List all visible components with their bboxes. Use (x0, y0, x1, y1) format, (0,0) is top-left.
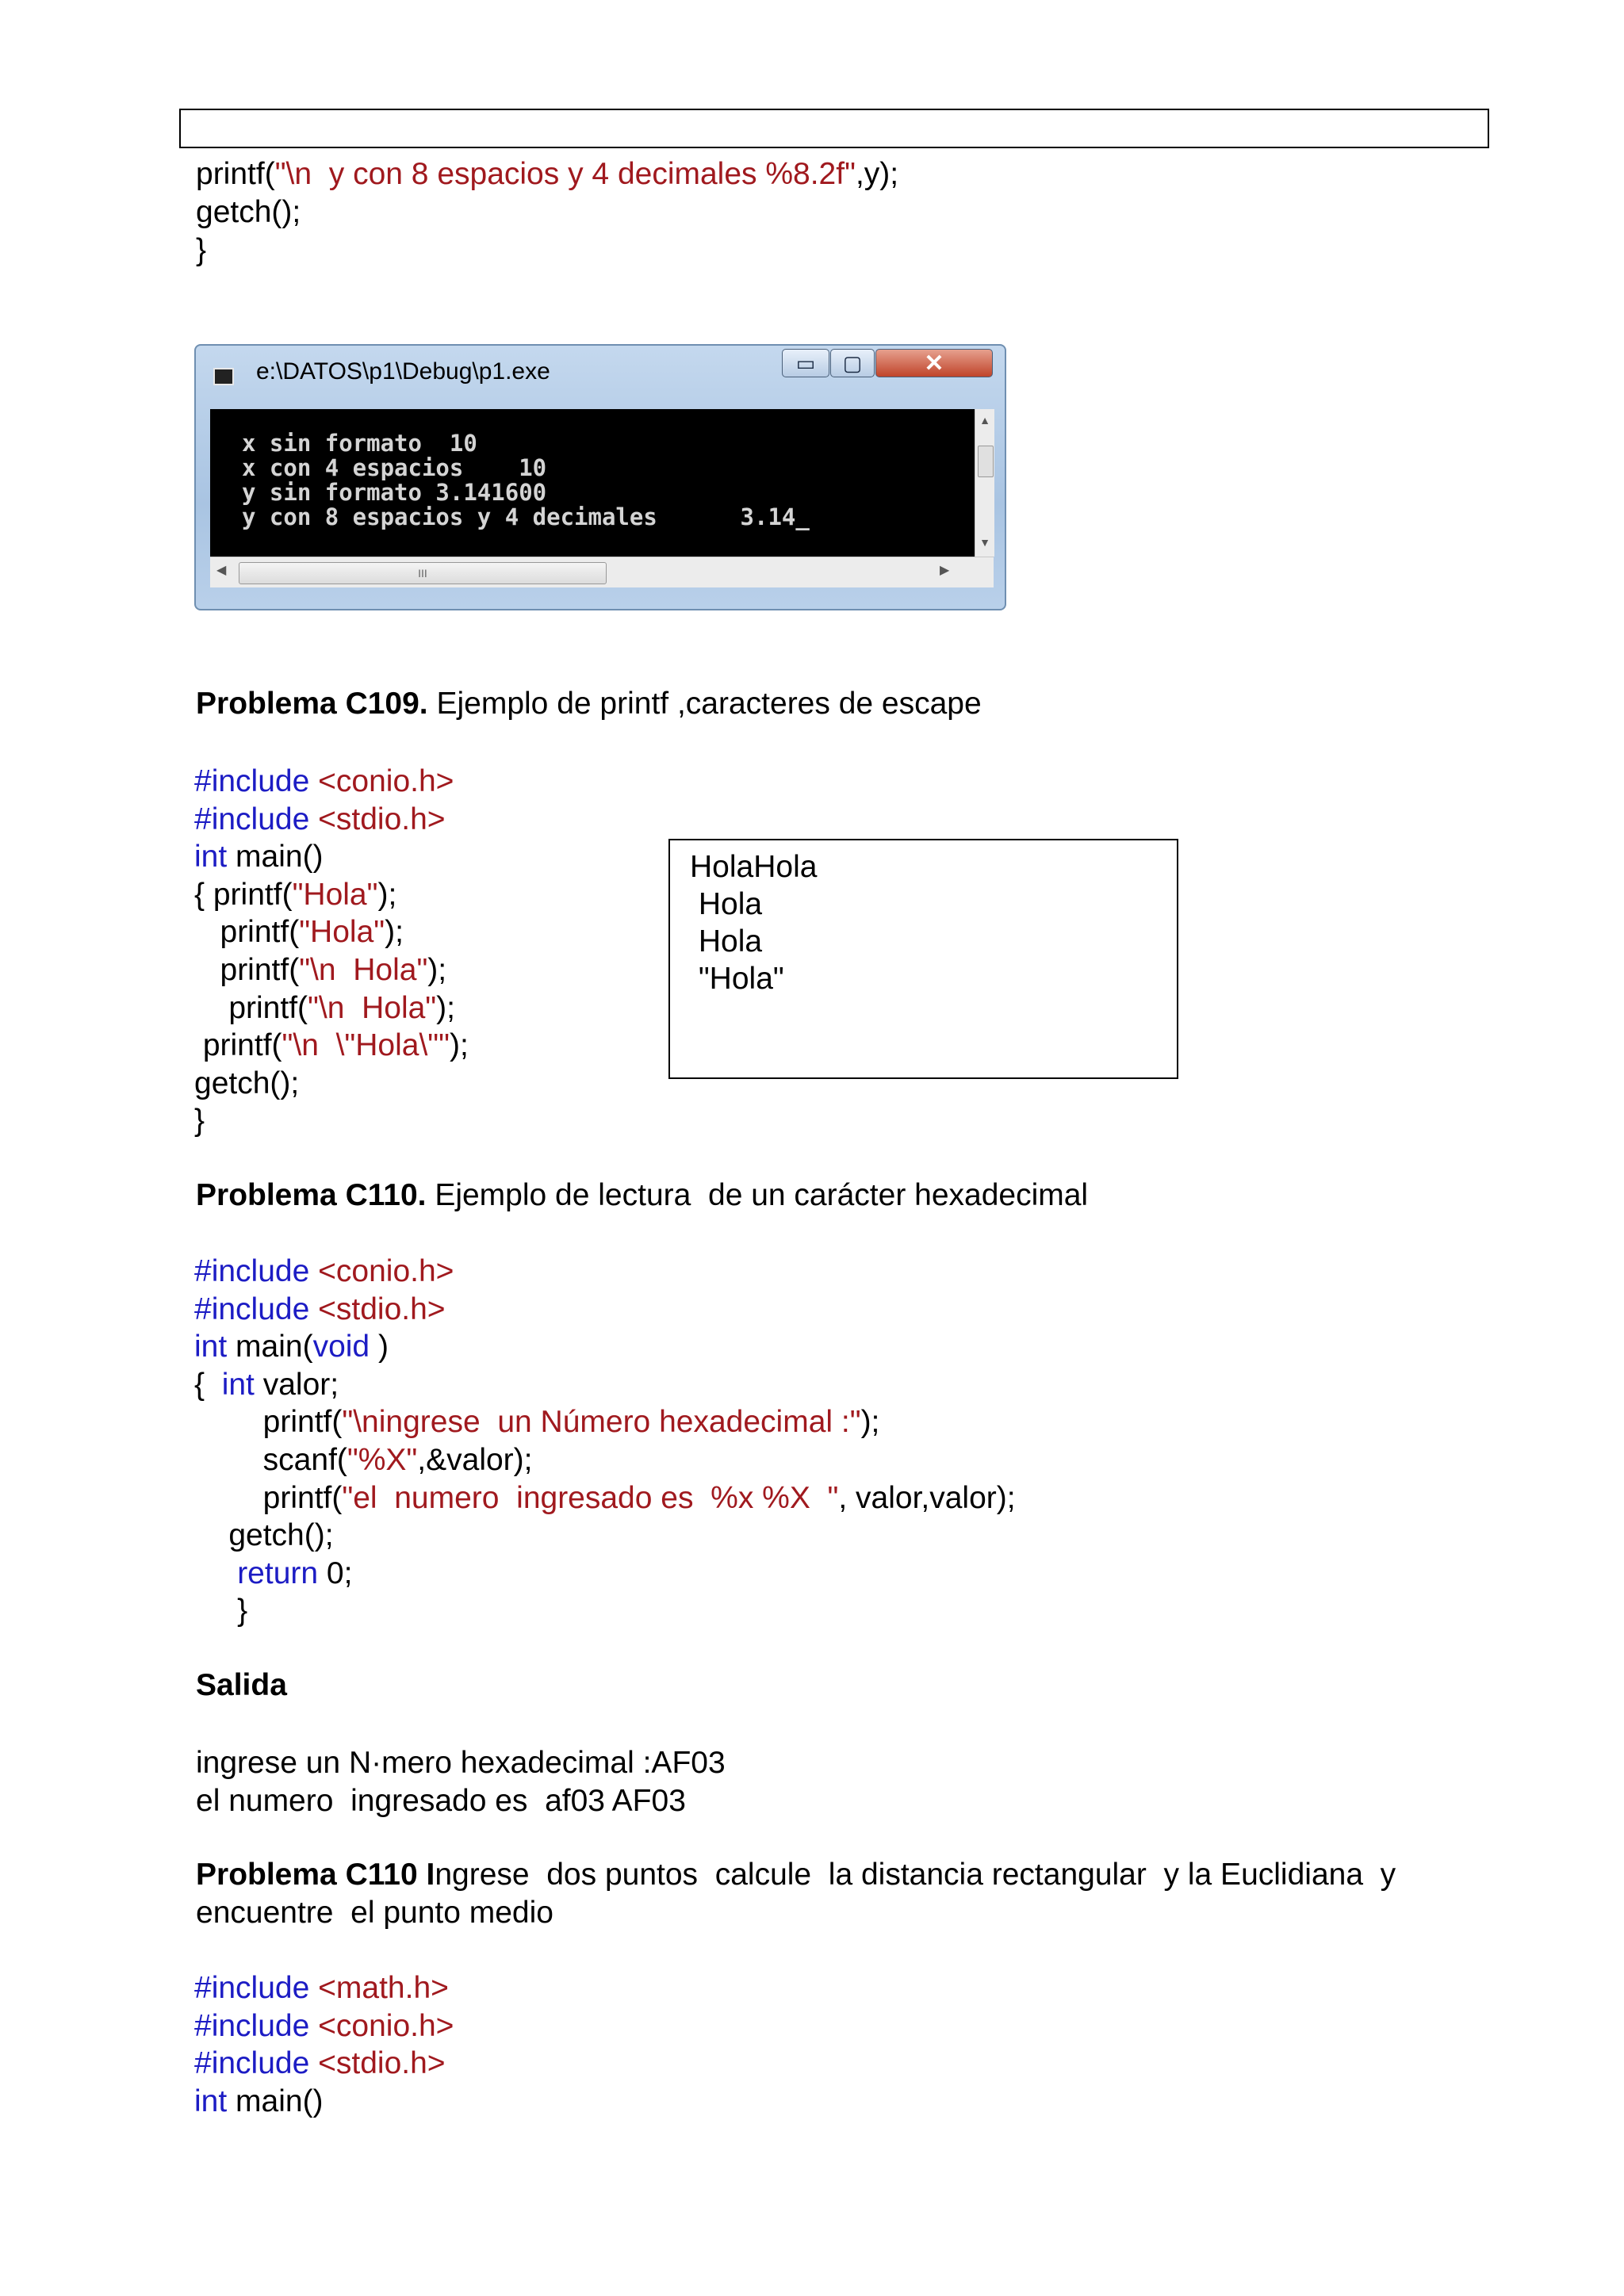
code-line (194, 989, 455, 1027)
c109-output-box (668, 839, 1178, 1079)
c110a-heading-bold: Problema C110. (196, 1178, 427, 1212)
code-token: "%X" (347, 1443, 418, 1477)
output-line: "Hola" (690, 962, 784, 996)
maximize-icon: ▢ (842, 350, 863, 375)
c110b-heading-text: ngrese dos puntos calcule la distancia rectangular y la Euclidiana y (435, 1858, 1396, 1892)
code-line (194, 1441, 532, 1479)
output-line: Hola (690, 924, 763, 959)
code-token: , valor,valor); (838, 1480, 1016, 1515)
minimize-button[interactable] (782, 349, 829, 377)
output-line: HolaHola (690, 850, 818, 884)
code-line (194, 838, 324, 876)
scroll-down-icon[interactable]: ▼ (979, 536, 990, 549)
code-line (194, 1403, 879, 1441)
code-token: #include (194, 2008, 319, 2043)
code-token: ,&valor); (417, 1443, 533, 1477)
code-token: } (196, 233, 207, 267)
code-token: printf( (194, 1405, 343, 1440)
code-line (196, 155, 898, 193)
console-line (242, 505, 810, 530)
console-line: x sin formato 10 (242, 430, 477, 457)
code-token: <stdio.h> (318, 1292, 446, 1326)
c109-heading-bold: Problema C109. (196, 687, 428, 721)
vertical-scrollbar[interactable] (975, 409, 994, 557)
code-token: "\n \"Hola\"" (282, 1028, 450, 1063)
code-token: <conio.h> (318, 1254, 454, 1288)
code-line (194, 1102, 205, 1140)
code-token: #include (194, 764, 319, 798)
code-token: int (221, 1367, 255, 1402)
code-token: getch(); (194, 1518, 334, 1553)
c110b-heading-bold: Problema C110 I (196, 1858, 435, 1892)
code-line (194, 2007, 454, 2045)
minimize-icon: ▭ (795, 350, 816, 375)
console-line-text: y con 8 espacios y 4 decimales 3.14 (242, 503, 796, 530)
code-line (194, 1479, 1016, 1517)
code-token: printf( (194, 1028, 282, 1063)
code-token: #include (194, 1254, 319, 1288)
code-line (194, 951, 446, 989)
scroll-left-icon[interactable]: ◀ (216, 564, 227, 577)
code-token: #include (194, 2046, 319, 2081)
code-token: printf( (194, 1480, 343, 1515)
code-token: { printf( (194, 877, 293, 912)
code-line (194, 1253, 454, 1291)
code-line (194, 1366, 339, 1404)
code-token: scanf( (194, 1443, 347, 1477)
code-token: <math.h> (318, 1971, 449, 2005)
code-token (194, 1556, 237, 1590)
code-token: ); (449, 1028, 469, 1063)
code-line (194, 801, 446, 839)
code-token: valor; (254, 1367, 339, 1402)
code-line (194, 1065, 299, 1103)
code-line (194, 763, 454, 801)
console-window (194, 344, 1006, 610)
scroll-right-icon[interactable]: ▶ (940, 564, 950, 577)
code-token: int (194, 2084, 228, 2118)
code-token: int (194, 840, 228, 874)
code-line (194, 876, 396, 914)
console-title: e:\DATOS\p1\Debug\p1.exe (256, 358, 550, 385)
maximize-button[interactable] (830, 349, 875, 377)
horizontal-scrollbar[interactable] (210, 557, 994, 587)
code-line (194, 2083, 324, 2121)
code-token: return (237, 1556, 319, 1590)
code-line (194, 1555, 352, 1593)
code-token: "\n Hola" (308, 990, 437, 1025)
c110a-heading (196, 1177, 1088, 1215)
code-token: ); (377, 877, 397, 912)
close-button[interactable] (875, 349, 993, 377)
console-cursor: _ (795, 503, 810, 530)
code-token: "el numero ingresado es %x %X " (342, 1480, 839, 1515)
code-token: main( (227, 1330, 313, 1364)
code-token: "\ningrese un Número hexadecimal :" (342, 1405, 861, 1440)
code-token: printf( (194, 953, 300, 987)
c110b-heading (196, 1856, 1396, 1894)
code-line (194, 2045, 446, 2083)
code-token: "\n y con 8 espacios y 4 decimales %8.2f" (274, 157, 856, 191)
code-token: ); (860, 1405, 880, 1440)
code-line (194, 1291, 446, 1329)
code-token: #include (194, 802, 319, 836)
code-line (196, 193, 301, 232)
code-token: #include (194, 1971, 319, 2005)
code-token: main() (227, 2084, 324, 2118)
console-line: x con 4 espacios 10 (242, 454, 547, 481)
scroll-up-icon[interactable]: ▲ (979, 414, 990, 427)
code-token: int (194, 1330, 228, 1364)
console-output (210, 409, 975, 557)
c109-heading-text: Ejemplo de printf ,caracteres de escape (427, 687, 982, 721)
code-token: "\n Hola" (299, 953, 428, 987)
code-token: } (194, 1104, 205, 1138)
code-token: ) (370, 1330, 389, 1364)
code-token: printf( (196, 157, 275, 191)
header-box (179, 109, 1489, 148)
code-line (194, 1592, 247, 1630)
horizontal-scroll-thumb[interactable]: III (239, 562, 607, 584)
code-token: main() (227, 840, 324, 874)
code-line (194, 1328, 389, 1366)
code-token: printf( (194, 915, 300, 950)
code-token: <conio.h> (318, 764, 454, 798)
code-token: printf( (194, 990, 308, 1025)
code-line (194, 1027, 469, 1065)
code-token: void (312, 1330, 370, 1364)
code-token: <stdio.h> (318, 2046, 446, 2081)
console-app-icon (213, 368, 234, 385)
code-token: <conio.h> (318, 2008, 454, 2043)
salida-line: ingrese un N·mero hexadecimal :AF03 (196, 1746, 726, 1780)
c110b-heading-line2: encuentre el punto medio (196, 1896, 553, 1930)
console-line: y sin formato 3.141600 (242, 479, 547, 506)
code-token: ); (436, 990, 455, 1025)
c109-heading (196, 685, 982, 723)
c110a-heading-text: Ejemplo de lectura de un carácter hexadecimal (426, 1178, 1089, 1212)
salida-line: el numero ingresado es af03 AF03 (196, 1784, 686, 1818)
code-token: 0; (318, 1556, 353, 1590)
output-line: Hola (690, 887, 763, 921)
code-token: "Hola" (292, 877, 378, 912)
code-token: ,y); (855, 157, 899, 191)
code-token: ); (427, 953, 447, 987)
code-token: { (194, 1367, 222, 1402)
code-token: getch(); (194, 1066, 300, 1100)
code-token: "Hola" (299, 915, 385, 950)
close-icon: ✕ (924, 350, 944, 377)
code-line (194, 1517, 334, 1555)
code-token: getch(); (196, 195, 301, 229)
code-line (196, 232, 206, 270)
vertical-scroll-thumb[interactable] (978, 446, 994, 477)
code-token: #include (194, 1292, 319, 1326)
code-line (194, 1969, 449, 2007)
code-token: ); (385, 915, 404, 950)
code-token: } (194, 1594, 248, 1628)
salida-label: Salida (196, 1668, 287, 1702)
code-token: <stdio.h> (318, 802, 446, 836)
code-line (194, 913, 404, 951)
